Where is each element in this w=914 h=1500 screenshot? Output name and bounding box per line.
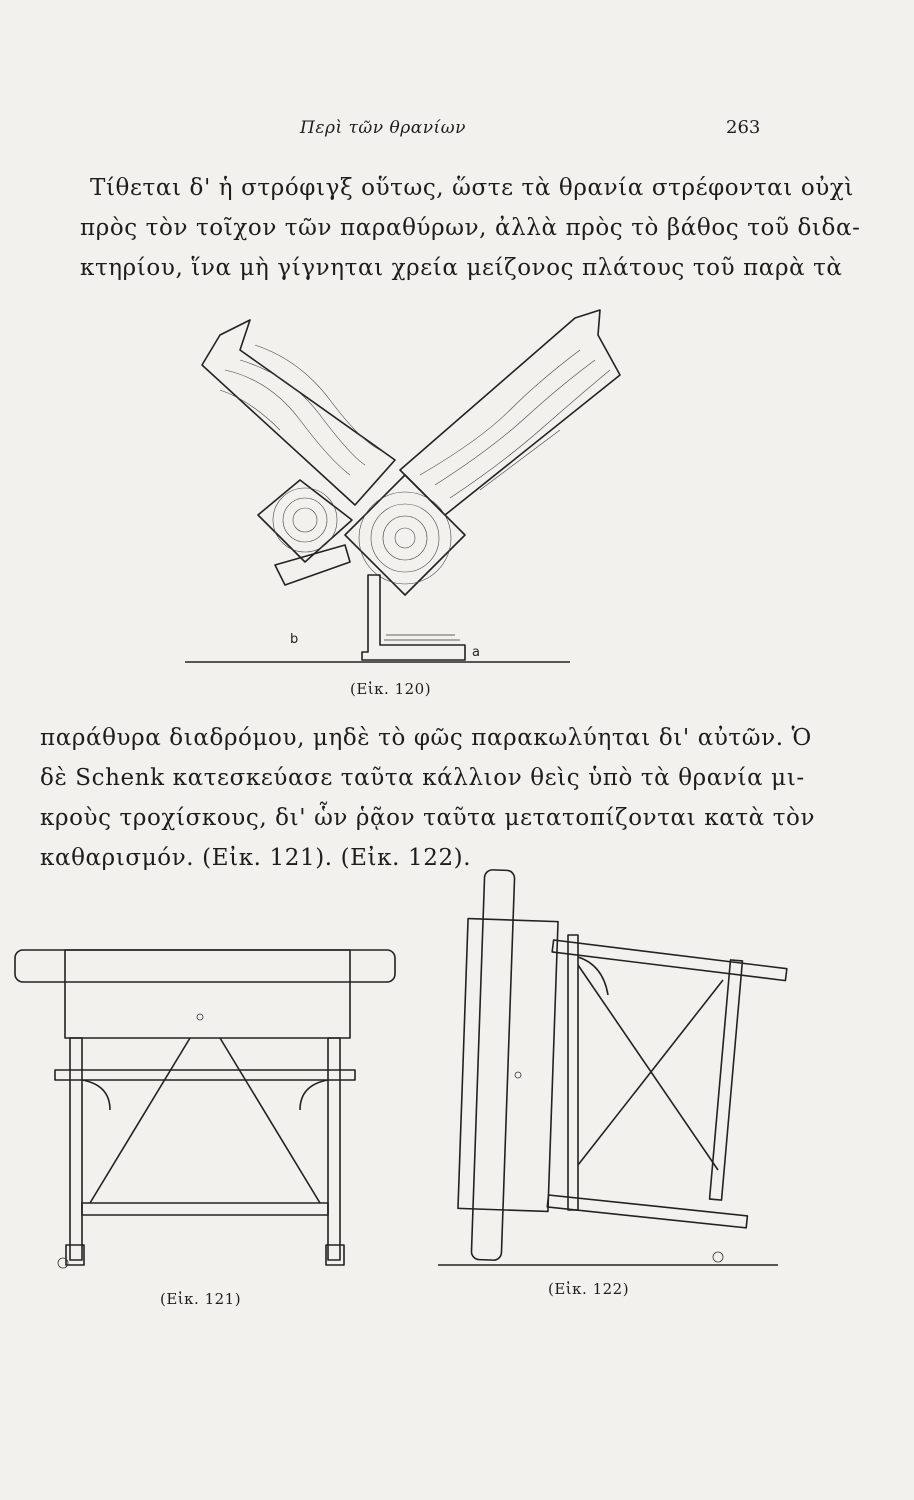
figure-120-label-b: b: [290, 632, 299, 647]
figure-120-label-a: a: [472, 645, 480, 660]
angle-iron: [362, 575, 465, 660]
right-beam: [400, 310, 620, 515]
bench-lower-crossbar: [82, 1203, 328, 1215]
paragraph-2-line-3: κροὺς τροχίσκους, δι' ὧν ῥᾷον ταῦτα μετατοπίζονται κατὰ τὸν: [40, 805, 816, 831]
figure-121-caption: (Εἰκ. 121): [160, 1290, 242, 1308]
paragraph-2: [40, 718, 816, 878]
bench-top-rail: [15, 950, 395, 982]
bench-brace-2: [220, 1038, 320, 1203]
figure-120-crossed-beams-illustration: [180, 300, 630, 680]
paragraph-2-line-2: δὲ Schenk κατεσκεύασε ταῦτα κάλλιον θεὶς ὑπὸ τὰ θρανία μι-: [40, 765, 805, 791]
paragraph-2-line-1: παράθυρα διαδρόμου, μηδὲ τὸ φῶς παρακωλύηται δι' αὐτῶν. Ὁ: [40, 725, 812, 751]
left-timber-section: [258, 480, 352, 562]
figure-121-bench-upright-illustration: [10, 945, 400, 1275]
figure-122-caption: (Εἰκ. 122): [548, 1280, 630, 1298]
figure-120-caption: (Εἰκ. 120): [350, 680, 432, 698]
bench-left-bracket: [82, 1080, 110, 1110]
tilted-bench-bracket: [578, 957, 608, 995]
paragraph-1-line-3: κτηρίου, ἵνα μὴ γίγνηται χρεία μείζονος πλάτους τοῦ παρὰ τὰ: [80, 255, 843, 281]
center-timber-section: [345, 475, 465, 595]
bench-right-leg: [328, 1038, 340, 1260]
tilted-bench-wheel: [713, 1252, 723, 1262]
running-head-title: Περὶ τῶν θρανίων: [300, 118, 466, 138]
figure-122-bench-tilted-illustration: [418, 865, 798, 1275]
bench-right-bracket: [300, 1080, 328, 1110]
tilted-bench-screw: [515, 1072, 521, 1078]
paragraph-2-line-4: καθαρισμόν. (Εἰκ. 121). (Εἰκ. 122).: [40, 845, 472, 871]
bench-screw: [197, 1014, 203, 1020]
tilted-bench-rail: [471, 870, 515, 1261]
bench-seat-block: [65, 950, 350, 1038]
bench-upper-crossbar: [55, 1070, 355, 1080]
paragraph-1: [80, 168, 861, 288]
paragraph-1-line-1: Τίθεται δ' ἡ στρόφιγξ οὕτως, ὥστε τὰ θρανία στρέφονται οὐχὶ: [90, 175, 855, 201]
bench-left-leg: [70, 1038, 82, 1260]
bench-brace-1: [90, 1038, 190, 1203]
paragraph-1-line-2: πρὸς τὸν τοῖχον τῶν παραθύρων, ἀλλὰ πρὸς τὸ βάθος τοῦ διδα-: [80, 215, 861, 241]
left-beam: [202, 320, 395, 505]
tilted-bench-brace-2: [578, 980, 723, 1165]
tilted-bench-crossbar-left: [568, 935, 578, 1210]
page-number: 263: [726, 117, 761, 138]
